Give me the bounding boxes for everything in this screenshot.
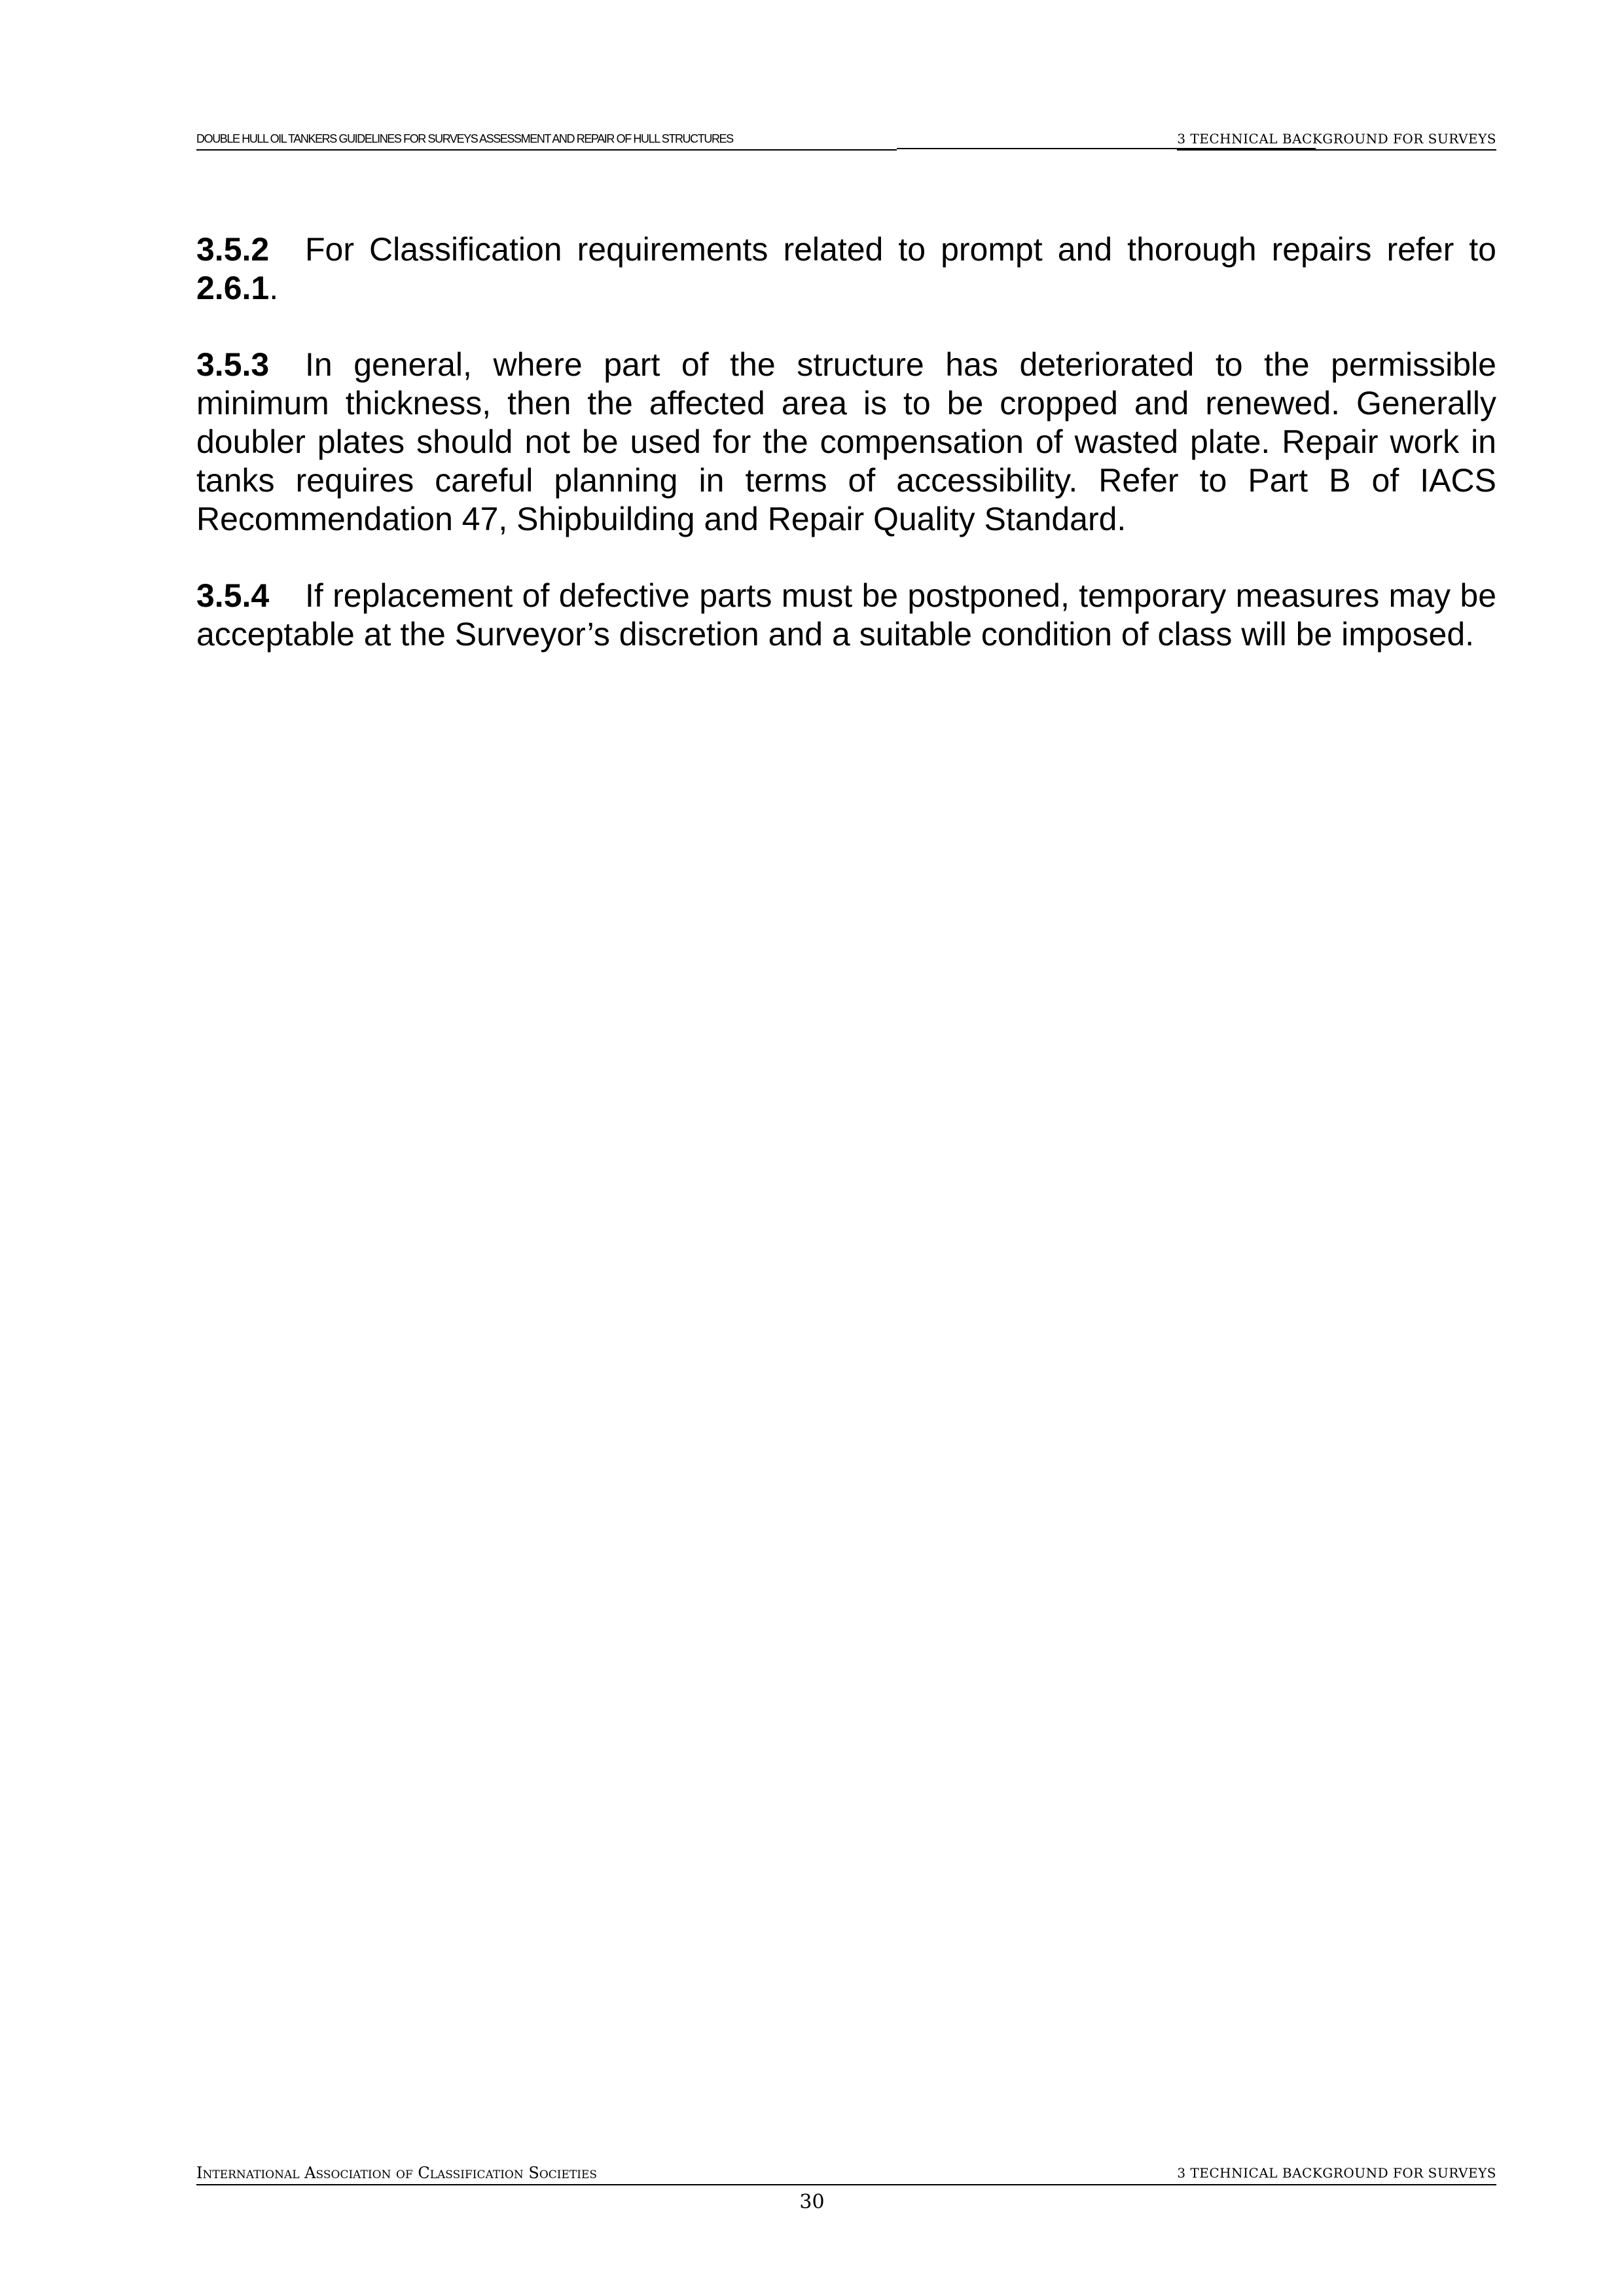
- paragraph-3-5-3: [196, 346, 1496, 539]
- paragraph-number: 3.5.4: [196, 577, 270, 614]
- paragraph-3-5-2: [196, 230, 1496, 308]
- running-footer: [196, 2163, 1496, 2184]
- paragraph-suffix: .: [269, 270, 279, 306]
- body-text: [196, 230, 1496, 692]
- footer-chapter-title: 3 TECHNICAL BACKGROUND FOR SURVEYS: [1177, 2165, 1496, 2181]
- running-header: [196, 130, 1496, 149]
- cross-reference: 2.6.1: [196, 270, 270, 306]
- header-document-title: DOUBLE HULL OIL TANKERS GUIDELINES FOR SURVEYS ASSESSMENT AND REPAIR OF HULL STRUCTURES: [196, 130, 897, 151]
- paragraph-number: 3.5.2: [196, 231, 270, 268]
- page-number: 30: [799, 2191, 825, 2214]
- paragraph-number: 3.5.3: [196, 346, 270, 383]
- paragraph-text: In general, where part of the structure has deteriorated to the permissible minimum thickness, then the affected area is to be cropped and renewed. Generally doubler plates should not be used for the compensation of wasted plate. Repair work in tanks requires careful planning in terms of accessibility. Refer to Part B of IACS Recommendation 47, Shipbuilding and Repair Quality Standard.: [196, 346, 1496, 537]
- footer-rule: [196, 2184, 1496, 2185]
- paragraph-3-5-4: [196, 577, 1496, 654]
- paragraph-text: For Classification requirements related to prompt and thorough repairs refer to: [305, 231, 1496, 268]
- header-chapter-title: 3 TECHNICAL BACKGROUND FOR SURVEYS: [1177, 130, 1496, 151]
- footer-organization: International Association of Classification Societies: [196, 2164, 597, 2182]
- paragraph-text: If replacement of defective parts must be postponed, temporary measures may be acceptable at the Surveyor’s discretion and a suitable condition of class will be imposed.: [196, 577, 1496, 653]
